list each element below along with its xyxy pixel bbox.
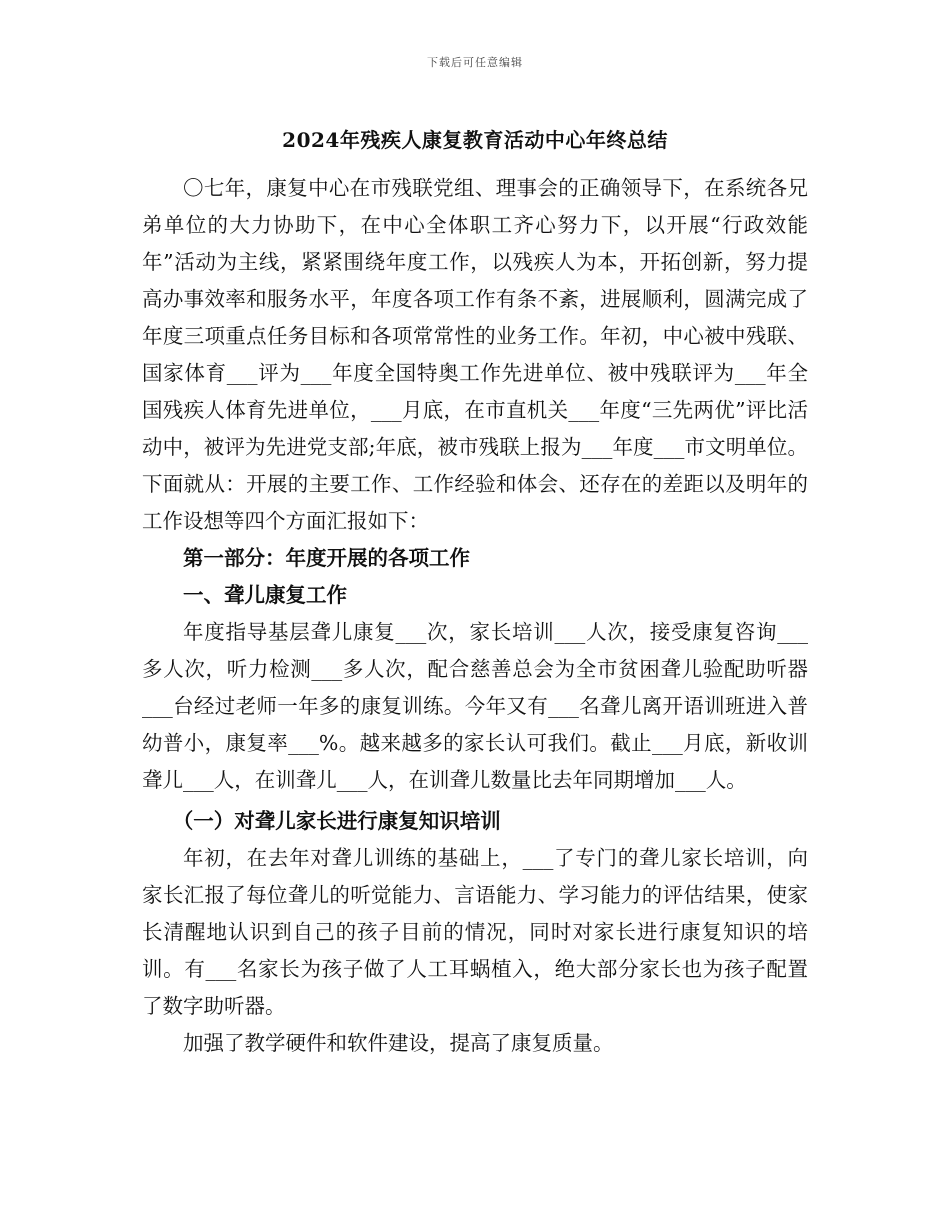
subsection-one-paragraph: 年初，在去年对聋儿训练的基础上，___了专门的聋儿家长培训，向家长汇报了每位聋儿的听觉能力、言语能力、学习能力的评估结果，使家长清醒地认识到自己的孩子目前的情况，同时对家长进行康复知识的培训。有___名家长为孩子做了人工耳蜗植入，绝大部分家长也为孩子配置了数字助听器。 bbox=[142, 846, 808, 1018]
closing-line: 加强了教学硬件和软件建设，提高了康复质量。 bbox=[183, 1031, 614, 1055]
section-one-paragraph: 年度指导基层聋儿康复___次，家长培训___人次，接受康复咨询___多人次，听力检测___多人次，配合慈善总会为全市贫困聋儿验配助听器___台经过老师一年多的康复训练。今年又有___名聋儿离开语训班进入普幼普小，康复率___%。越来越多的家长认可我们。截止___月底，新收训聋儿___人，在训聋儿___人，在训聋儿数量比去年同期增加___人。 bbox=[142, 620, 808, 792]
document-body bbox=[142, 170, 808, 1062]
subsection-one-heading: （一）对聋儿家长进行康复知识培训 bbox=[172, 809, 501, 833]
header-note: 下载后可任意编辑 bbox=[427, 56, 523, 69]
section-one-heading: 一、聋儿康复工作 bbox=[183, 583, 347, 607]
intro-paragraph: 〇七年，康复中心在市残联党组、理事会的正确领导下，在系统各兄弟单位的大力协助下，在中心全体职工齐心努力下，以开展“行政效能年”活动为主线，紧紧围绕年度工作，以残疾人为本，开拓创新，努力提高办事效率和服务水平，年度各项工作有条不紊，进展顺利，圆满完成了年度三项重点任务目标和各项常常性的业务工作。年初，中心被中残联、国家体育___评为___年度全国特奥工作先进单位、被中残联评为___年全国残疾人体育先进单位，___月底，在市直机关___年度“三先两优”评比活动中，被评为先进党支部;年底，被市残联上报为___年度___市文明单位。下面就从：开展的主要工作、工作经验和体会、还存在的差距以及明年的工作设想等四个方面汇报如下： bbox=[142, 176, 808, 533]
part-one-heading: 第一部分：年度开展的各项工作 bbox=[183, 546, 470, 570]
document-title: 2024年残疾人康复教育活动中心年终总结 bbox=[282, 128, 668, 152]
